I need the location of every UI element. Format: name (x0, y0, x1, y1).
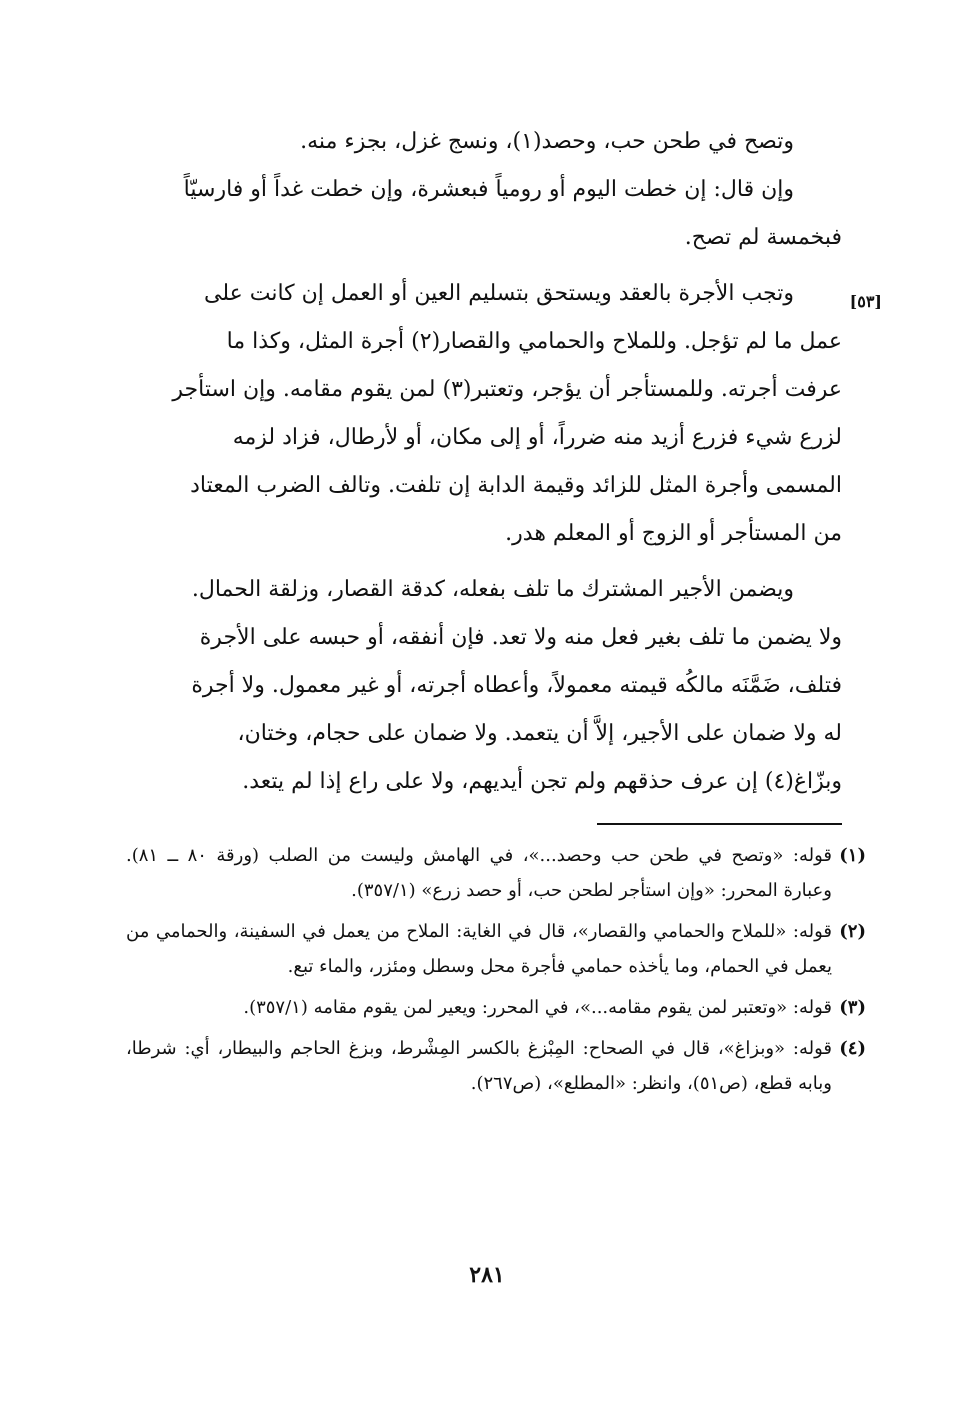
text-line: فتلف، ضَمَّنَه مالكُه قيمته معمولاً، وأعطاه أجرته، أو غير معمول. ولا أجرة (191, 673, 842, 698)
text-line: وبزّاغ(٤) إن عرف حذقهم ولم تجن أيديهم، ولا على راع إذا لم يتعد. (242, 769, 842, 794)
page-number: ٢٨١ (469, 1262, 505, 1288)
footnotes (126, 838, 866, 1107)
text-line: المسمى وأجرة المثل للزائد وقيمة الدابة إن تلفت. وتالف الضرب المعتاد (190, 473, 842, 498)
text-line: وتجب الأجرة بالعقد ويستحق بتسليم العين أو العمل إن كانت على (203, 281, 794, 306)
text-line: عمل ما لم تؤجل. وللملاح والحمامي والقصار(٢) أجرة المثل، وكذا ما (226, 329, 842, 354)
footnote-4 (126, 1031, 866, 1101)
text-line: وتصح في طحن حب، وحصد(١)، ونسج غزل، بجزء منه. (300, 129, 794, 154)
footnote-divider (597, 823, 842, 825)
main-text (127, 118, 842, 806)
footnote-2 (126, 914, 866, 984)
footnote-text: قوله: «للملاح والحمامي والقصار»، قال في الغاية: الملاح من يعمل في السفينة، والحمامي من يعمل في الحمام، وما يأخذه حمامي فأجرة محل وسطل ومئزر، والماء تبع. (126, 921, 832, 977)
footnote-1 (126, 838, 866, 908)
text-line: وإن قال: إن خطت اليوم أو رومياً فبعشرة، وإن خطت غداً أو فارسيّاً (183, 177, 794, 202)
footnote-text: قوله: «وتصح في طحن حب وحصد...»، في الهامش وليست من الصلب (ورقة ٨٠ ــ ٨١). وعبارة المحرر: «وإن استأجر لطحن حب، أو حصد زرع» (٣٥٧/١). (126, 845, 832, 901)
paragraph-1 (127, 118, 842, 166)
text-line: من المستأجر أو الزوج أو المعلم هدر. (505, 521, 842, 546)
footnote-3 (126, 990, 866, 1025)
text-line: له ولا ضمان على الأجير، إلاَّ أن يتعمد. ولا ضمان على حجام، وختان، (237, 721, 842, 746)
text-line: عرفت أجرته. وللمستأجر أن يؤجر، وتعتبر(٣) لمن يقوم مقامه. وإن استأجر (172, 377, 842, 402)
text-line: ولا يضمن ما تلف بغير فعل منه ولا تعد. فإن أنفقه، أو حبسه على الأجرة (199, 625, 842, 650)
paragraph-3 (127, 270, 842, 558)
footnote-text: قوله: «وتعتبر لمن يقوم مقامه...»، في المحرر: ويعير لمن يقوم مقامه (٣٥٧/١). (243, 997, 832, 1018)
text-line: ويضمن الأجير المشترك ما تلف بفعله، كدقة القصار، وزلقة الحمال. (191, 577, 794, 602)
paragraph-2 (127, 166, 842, 262)
footnote-number: (٢) (839, 921, 866, 942)
footnote-text: قوله: «وبزاغ»، قال في الصحاح: المِبْزغ بالكسر المِشْرط، وبزغ الحاجم والبيطار، أي: شرطا، وبابه قطع، (ص٥١)، وانظر: «المطلع»، (ص٢٦٧). (126, 1038, 832, 1094)
text-line: لزرع شيء فزرع أزيد منه ضرراً، أو إلى مكان، أو لأرطال، فزاد لزمه (232, 425, 842, 450)
manuscript-folio-mark: [٥٣] (849, 292, 882, 311)
footnote-number: (١) (839, 845, 866, 866)
paragraph-4 (127, 566, 842, 806)
text-line: فبخمسة لم تصح. (684, 225, 842, 250)
footnote-number: (٤) (839, 1038, 866, 1059)
footnote-number: (٣) (839, 997, 866, 1018)
